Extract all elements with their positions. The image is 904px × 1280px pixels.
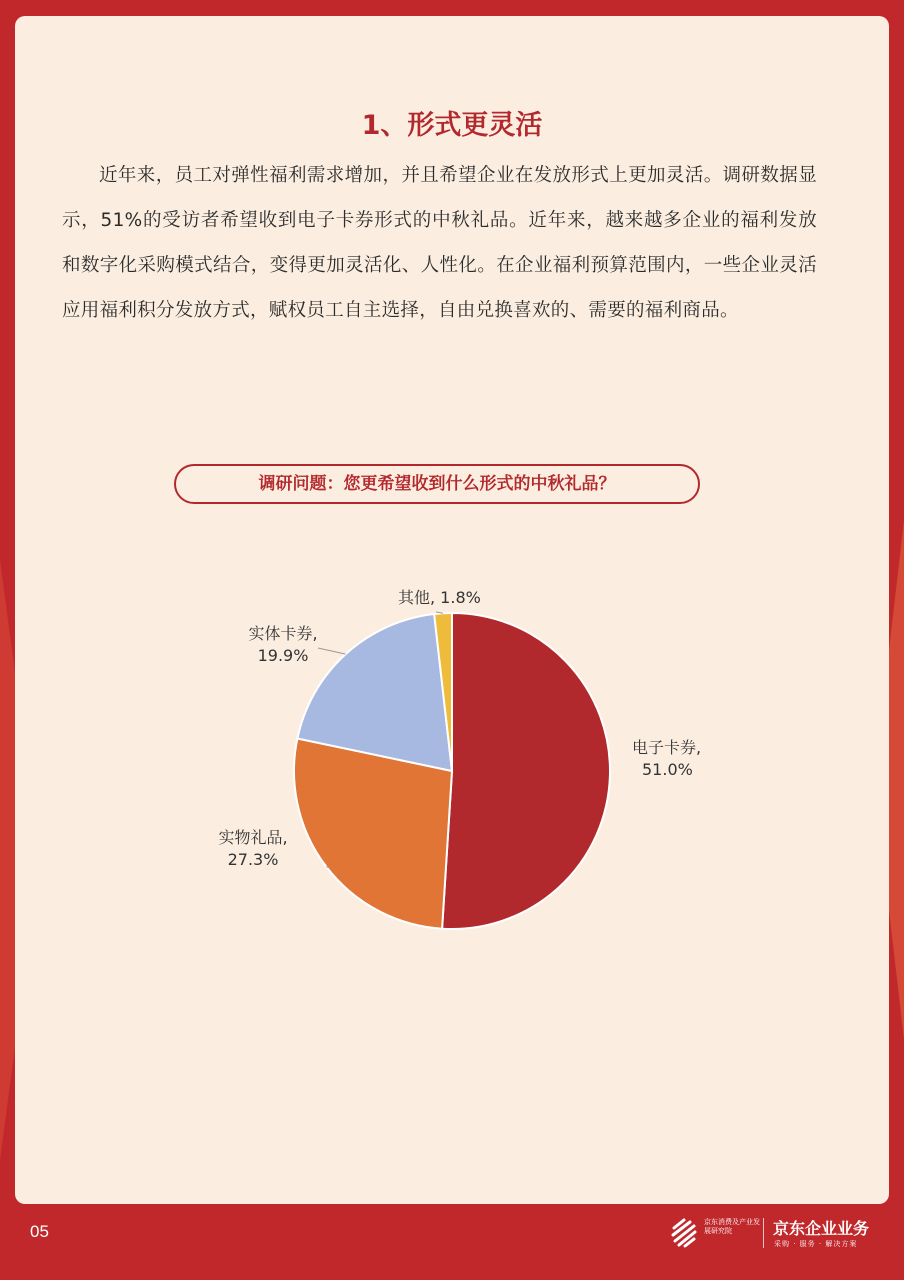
brand-slogan: 采购 · 服务 · 解决方案 — [774, 1240, 858, 1248]
institute-name: 京东消费及产业发展研究院 — [704, 1218, 760, 1235]
page-number: 05 — [30, 1222, 49, 1241]
data-label-value: 51.0% — [642, 760, 693, 779]
data-label-category: 实物礼品, — [218, 828, 288, 847]
survey-question-banner: 调研问题：您更希望收到什么形式的中秋礼品？ — [174, 464, 700, 504]
logo-divider — [763, 1218, 764, 1248]
data-label-value: 19.9% — [257, 646, 309, 665]
section-title: 1、形式更灵活 — [361, 110, 543, 141]
data-label-category: 电子卡券, — [632, 738, 702, 757]
data-label-text: 其他, 1.8% — [398, 588, 481, 607]
data-label — [218, 828, 287, 869]
institute-logo-icon — [670, 1216, 698, 1248]
data-label — [398, 588, 481, 607]
body-paragraph: 近年来，员工对弹性福利需求增加，并且希望企业在发放形式上更加灵活。调研数据显示，51%的受访者希望收到电子卡券形式的中秋礼品。近年来，越来越多企业的福利发放和数字化采购模式结合，变得更加灵活化、人性化。在企业福利预算范围内，一些企业灵活应用福利积分发放方式，赋权员工自主选择，自由兑换喜欢的、需要的福利商品。 — [62, 165, 817, 321]
data-label — [248, 624, 317, 665]
brand-name: 京东企业业务 — [773, 1219, 870, 1238]
data-label-value: 27.3% — [227, 850, 279, 869]
leader-line — [318, 648, 346, 654]
footer-logo — [670, 1216, 885, 1252]
data-label — [632, 738, 701, 779]
pie-slice — [442, 613, 610, 929]
data-label-category: 实体卡券, — [248, 624, 318, 643]
